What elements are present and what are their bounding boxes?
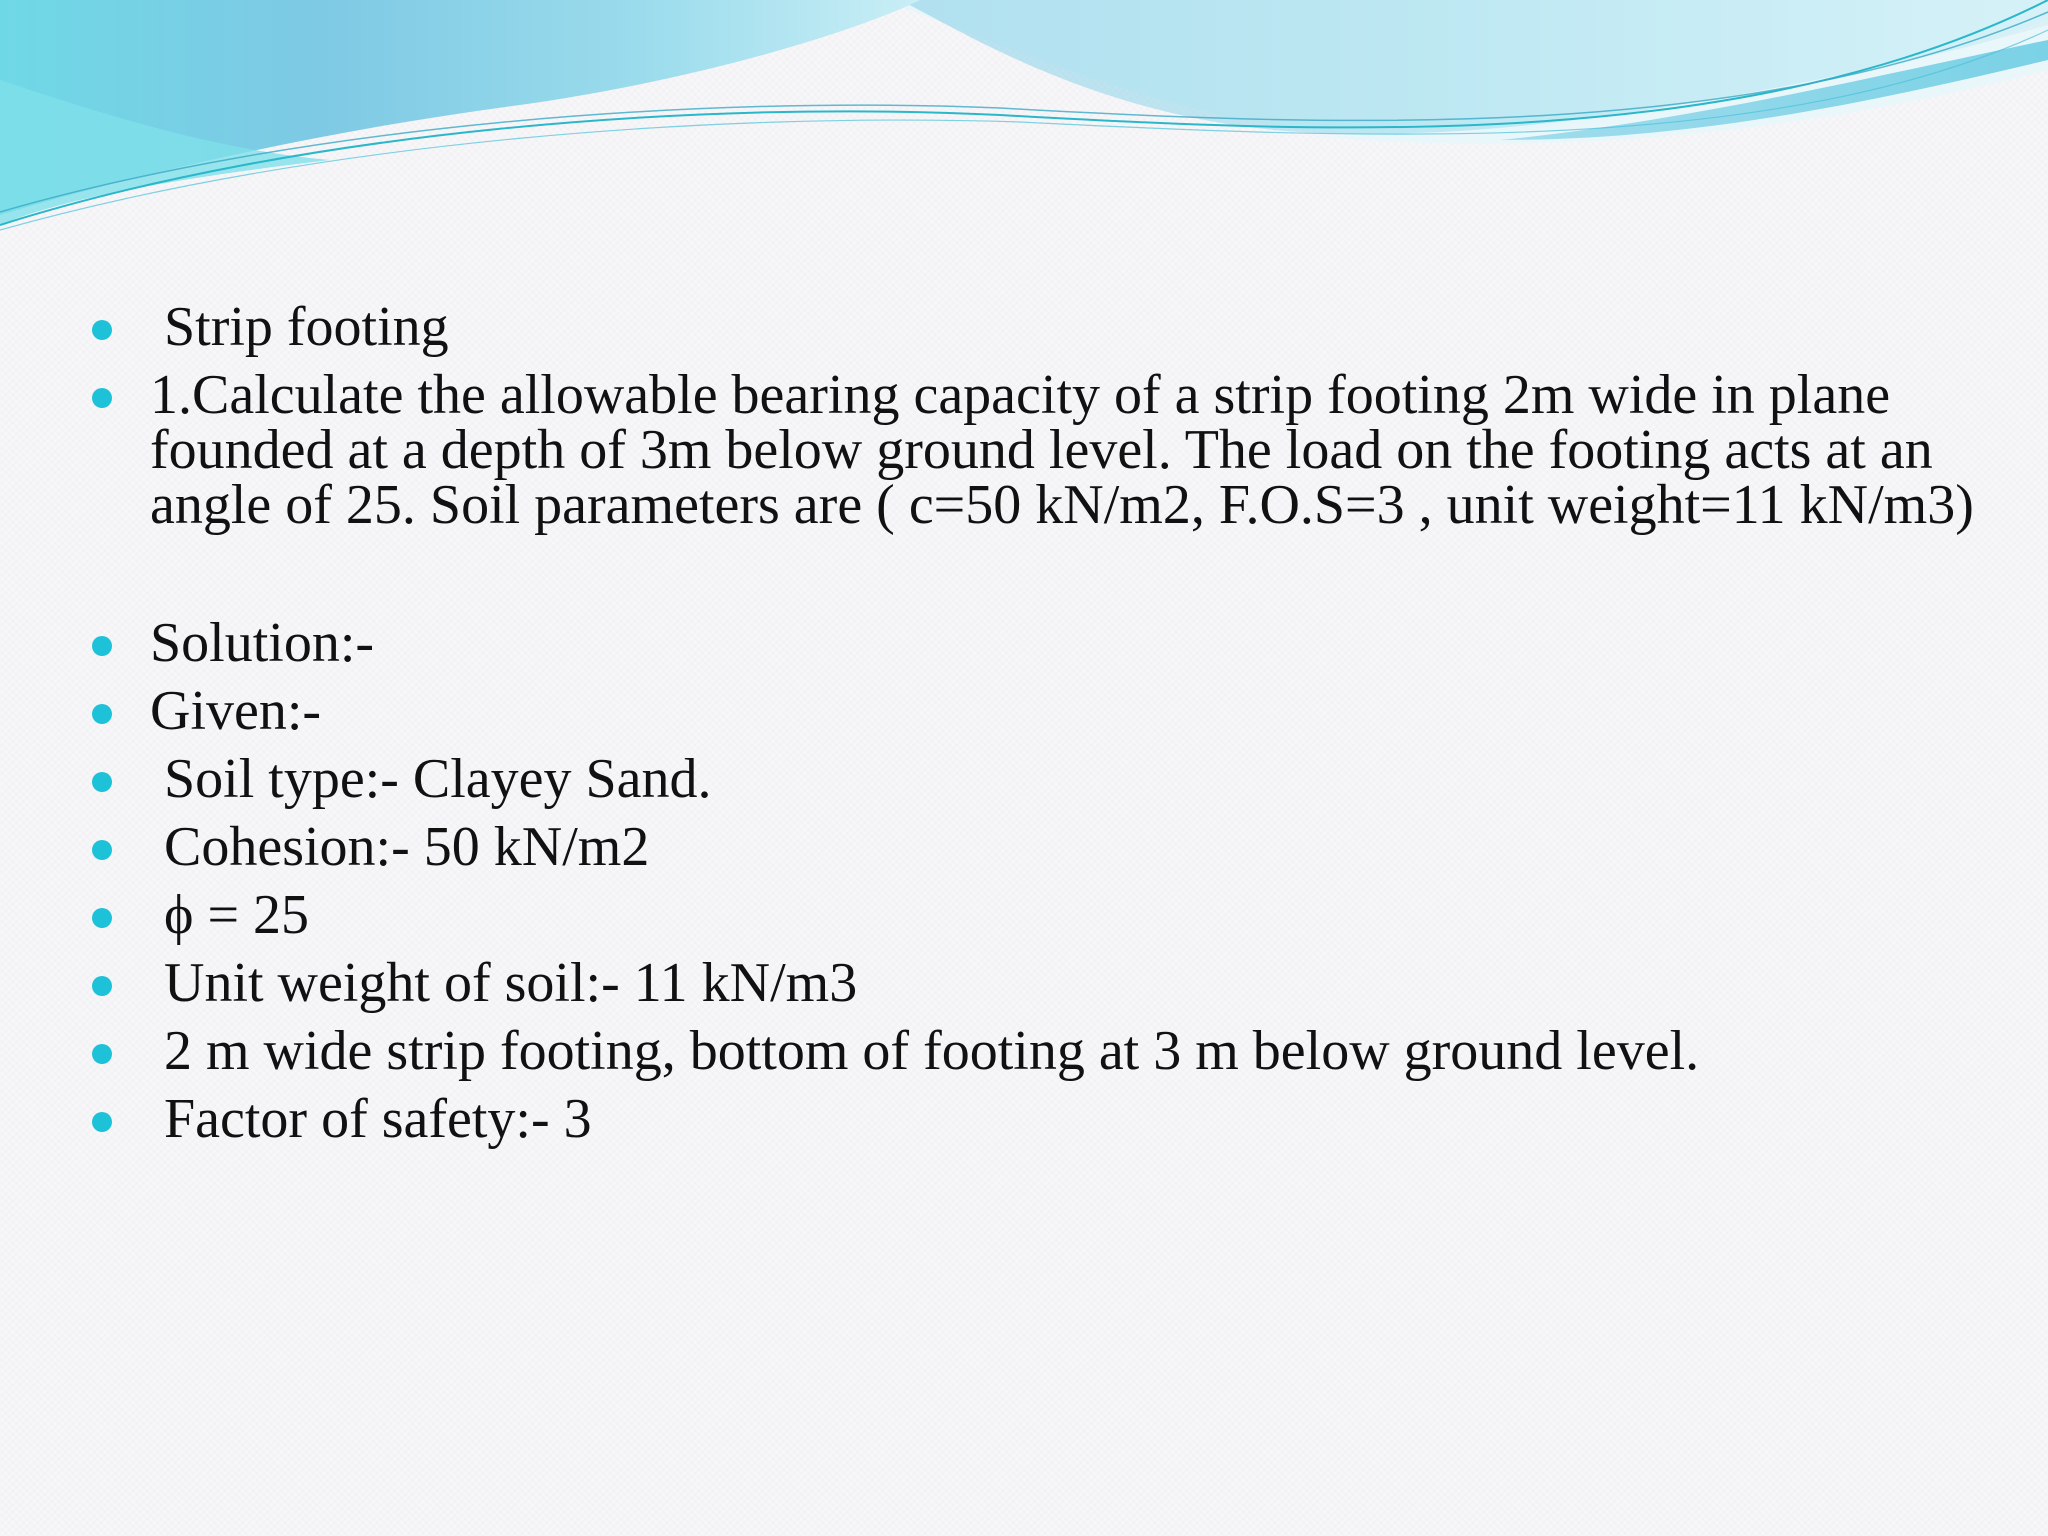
list-item-text: 2 m wide strip footing, bottom of footing at 3 m below ground level. xyxy=(164,1020,1700,1082)
bullet-dot-icon xyxy=(92,320,112,340)
section-gap xyxy=(88,546,1988,616)
list-item-text: Solution:- xyxy=(150,612,375,674)
list-item xyxy=(88,364,1988,536)
bullet-dot-icon xyxy=(92,704,112,724)
header-wave-decoration xyxy=(0,0,2048,240)
list-item xyxy=(88,296,1988,358)
list-item-text: Strip footing xyxy=(164,296,449,358)
bullet-dot-icon xyxy=(92,1112,112,1132)
list-item-text: ϕ = 25 xyxy=(164,884,310,946)
slide-content xyxy=(88,296,1988,1160)
bullet-list-problem xyxy=(88,296,1988,536)
list-item-text: Soil type:- Clayey Sand. xyxy=(164,748,712,810)
list-item xyxy=(88,1088,1988,1150)
list-item xyxy=(88,680,1988,742)
bullet-dot-icon xyxy=(92,636,112,656)
bullet-dot-icon xyxy=(92,976,112,996)
bullet-dot-icon xyxy=(92,388,112,408)
list-item xyxy=(88,952,1988,1014)
list-item xyxy=(88,612,1988,674)
list-item xyxy=(88,748,1988,810)
bullet-dot-icon xyxy=(92,908,112,928)
list-item-text: Cohesion:- 50 kN/m2 xyxy=(164,816,650,878)
list-item-text: Given:- xyxy=(150,680,322,742)
bullet-list-solution xyxy=(88,612,1988,1150)
bullet-dot-icon xyxy=(92,772,112,792)
problem-statement-text: 1.Calculate the allowable bearing capacity of a strip footing 2m wide in plane founded at a depth of 3m below ground level. The load on the footing acts at an angle of 25. Soil parameters are ( c=50 kN/m2, F.O.S=3 , unit weight=11 kN/m3) xyxy=(150,364,1974,536)
list-item-text: Factor of safety:- 3 xyxy=(164,1088,592,1150)
list-item xyxy=(88,816,1988,878)
list-item xyxy=(88,884,1988,946)
list-item-text: Unit weight of soil:- 11 kN/m3 xyxy=(164,952,858,1014)
list-item xyxy=(88,1020,1988,1082)
bullet-dot-icon xyxy=(92,840,112,860)
bullet-dot-icon xyxy=(92,1044,112,1064)
